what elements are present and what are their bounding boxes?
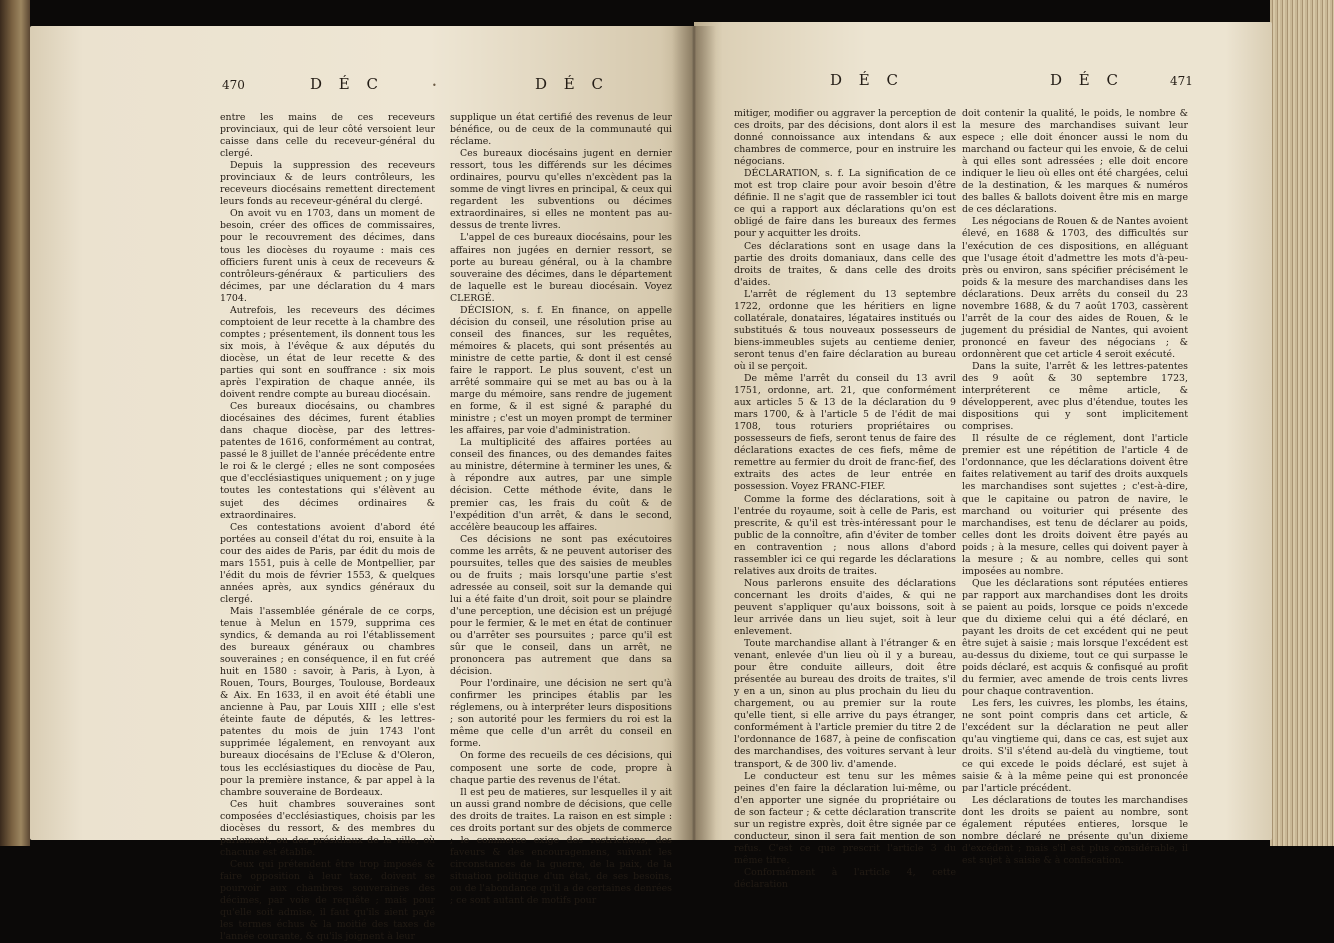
right-running-head-left: D É C	[830, 71, 904, 89]
paragraph: Il est peu de matieres, sur lesquelles il y ait un aussi grand nombre de décisions, que celle des droits de traites. La raison en est simple : ces droits portant sur des objets de commerce ; le commerce exige des restrictions, des faveurs & des encouragemens, suivant les circonstances de la guerre, de la paix, de la situation politique d'un état, de ses besoins, ou de l'abondance qu'il a de certaines denrées ; ce sont autant de motifs pour	[450, 786, 672, 907]
paragraph: Toute marchandise allant à l'étranger & en venant, enlevée d'un lieu où il y a bureau, pour être conduite ailleurs, doit être présentée au bureau des droits de traites, s'il y en a un, sinon au plus prochain du lieu du chargement, ou au premier sur la route qu'elle tient, si elle arrive du pays étranger, conformément à l'article premier du titre 2 de l'ordonnance de 1687, à peine de confiscation des marchandises, des voitures servant à leur transport, & de 300 liv. d'amende.	[734, 638, 956, 770]
paragraph: entre les mains de ces receveurs provinciaux, qui de leur côté versoient leur caisse dans celle du receveur-général du clergé.	[220, 112, 435, 160]
paragraph: Ces bureaux diocésains, ou chambres diocésaines des décimes, furent établies dans chaque diocèse, par des lettres-patentes de 1616, conformément au contrat, passé le 8 juillet de l'année précédente entre le roi & le clergé ; elles ne sont composées que d'ecclésiastiques uniquement ; on y juge toutes les contestations qui s'élèvent au sujet des décimes ordinaires & extraordinaires.	[220, 401, 435, 521]
paragraph: L'appel de ces bureaux diocésains, pour les affaires non jugées en dernier ressort, se porte au bureau général, ou à la chambre souveraine des décimes, dans le département de laquelle est le bureau diocésain. Voyez CLERGÉ.	[450, 232, 672, 304]
right-running-head-right: D É C	[1050, 71, 1124, 89]
paragraph: DÉCISION, s. f. En finance, on appelle décision du conseil, une résolution prise au conseil des finances, sur les requêtes, mémoires & placets, qui sont présentés au ministre de cette partie, & dont il est censé faire le rapport. Le plus souvent, c'est un arrêté sommaire qui se met au bas ou à la marge du mémoire, sans rendre de jugement en forme, & il est signé & paraphé du ministre ; c'est un moyen prompt de terminer les affaires, par voie d'administration.	[450, 304, 672, 437]
ornament: •	[432, 81, 437, 90]
paragraph: Ces bureaux diocésains jugent en dernier ressort, tous les différends sur les décimes ordinaires, pourvu qu'elles n'excèdent pas la somme de vingt livres en principal, & ceux qui regardent les subventions ou décimes extraordinaires, si elles ne montent pas au-dessus de trente livres.	[450, 148, 672, 232]
book-cover-edge-left	[0, 0, 30, 846]
paragraph: Que les déclarations sont réputées entieres par rapport aux marchandises dont les droits se paient au poids, lorsque ce poids n'excede que du dixieme celui qui a été déclaré, en payant les droits de cet excédent qui ne peut être sujet à saisie ; mais lorsque l'excédent est au-dessus du dixieme, tout ce qui surpasse le poids déclaré, est acquis & confisqué au profit du fermier, avec amende de trois cents livres pour chaque contravention.	[962, 577, 1188, 698]
paragraph: Ces contestations avoient d'abord été portées au conseil d'état du roi, ensuite à la cour des aides de Paris, par édit du mois de mars 1551, puis à celle de Montpellier, par l'édit du mois de février 1553, & quelques années après, aux syndics généraux du clergé.	[220, 521, 435, 605]
left-page	[30, 26, 694, 943]
left-column-1	[220, 112, 435, 943]
left-running-head-left: D É C	[310, 75, 384, 93]
paragraph: mitiger, modifier ou aggraver la perception de ces droits, par des décisions, dont alors il est donné connoissance aux intendans & aux chambres de commerce, pour en instruire les négocians.	[734, 108, 956, 168]
paragraph: Il résulte de ce réglement, dont l'article premier est une répétition de l'article 4 de l'ordonnance, que les déclarations doivent être faites relativement au tarif des droits auxquels les marchandises sont sujettes ; c'est-à-dire, que le capitaine ou patron de navire, le marchand ou voiturier qui présente des marchandises, est tenu de déclarer au poids, celles dont les droits doivent être payés au poids ; à la mesure, celles qui doivent payer à la mesure ; & au nombre, celles qui sont imposées au nombre.	[962, 433, 1188, 577]
left-running-head-right: D É C	[535, 75, 609, 93]
paragraph: De même l'arrêt du conseil du 13 avril 1751, ordonne, art. 21, que conformément aux articles 5 & 13 de la déclaration du 9 mars 1700, & à l'article 5 de l'édit de mai 1708, tous roturiers propriétaires ou possesseurs de fiefs, seront tenus de faire des déclarations exactes de ces fiefs, même de remettre au fermier du droit de franc-fief, des extraits des actes de leur entrée en possession. Voyez FRANC-FIEF.	[734, 373, 956, 493]
paragraph: Autrefois, les receveurs des décimes comptoient de leur recette à la chambre des comptes ; présentement, ils donnent tous les six mois, à l'évêque & aux députés du diocèse, un état de leur recette & des parties qui sont en souffrance : six mois après l'expiration de chaque année, ils doivent rendre compte au bureau diocésain.	[220, 304, 435, 401]
paragraph: Conformément à l'article 4, cette déclaration	[734, 866, 956, 890]
paragraph: On forme des recueils de ces décisions, qui composent une sorte de code, propre à chaque partie des revenus de l'état.	[450, 750, 672, 786]
right-page	[694, 22, 1272, 890]
paragraph: DÉCLARATION, s. f. La signification de ce mot est trop claire pour avoir besoin d'être définie. Il ne s'agit que de rassembler ici tout ce qui a rapport aux déclarations qu'on est obligé de faire dans les bureaux des fermes pour y acquitter les droits.	[734, 168, 956, 240]
paragraph: Comme la forme des déclarations, soit à l'entrée du royaume, soit à celle de Paris, est prescrite, & qu'il est très-intéressant pour le public de la connoître, afin d'éviter de tomber en contravention ; nous allons d'abord rassembler ici ce qui regarde les déclarations relatives aux droits de traites.	[734, 493, 956, 577]
paragraph: Depuis la suppression des receveurs provinciaux & de leurs contrôleurs, les receveurs diocésains remettent directement leurs fonds au receveur-général du clergé.	[220, 160, 435, 208]
paragraph: Ces huit chambres souveraines sont composées d'ecclésiastiques, choisis par les diocèses du ressort, & des membres du parlement, ou des présidiaux de la ville, où chacune est établie.	[220, 798, 435, 858]
right-column-1	[734, 108, 956, 891]
paragraph: Les négocians de Rouen & de Nantes avoient élevé, en 1688 & 1703, des difficultés sur l'exécution de ces dispositions, en alléguant que l'usage étoit d'admettre les mots d'à-peu-près ou environ, sans spécifier précisément le poids & la mesure des marchandises dans les déclarations. Deux arrêts du conseil du 23 novembre 1688, & du 7 août 1703, cassèrent l'arrêt de la cour des aides de Rouen, & le jugement du présidial de Nantes, qui avoient prononcé en faveur des négocians ; & ordonnèrent que cet article 4 seroit exécuté.	[962, 216, 1188, 360]
paragraph: Mais l'assemblée générale de ce corps, tenue à Melun en 1579, supprima ces syndics, & demanda au roi l'établissement des bureaux généraux ou chambres souveraines ; en conséquence, il en fut créé huit en 1580 : savoir, à Paris, à Lyon, à Rouen, Tours, Bourges, Toulouse, Bordeaux & Aix. En 1633, il en avoit été établi une ancienne à Pau, par Louis XIII ; elle s'est éteinte faute de députés, & les lettres-patentes du mois de juin 1743 l'ont supprimée légalement, en renvoyant aux bureaux diocésains de l'Ecluse & d'Oleron, tous les ecclésiastiques du diocèse de Pau, pour la première instance, & par appel à la chambre souveraine de Bordeaux.	[220, 605, 435, 798]
right-column-2	[962, 108, 1188, 867]
paragraph: Les déclarations de toutes les marchandises dont les droits se paient au nombre, sont également réputées entieres, lorsque le nombre déclaré ne présente qu'un dixieme d'excédent ; mais s'il est plus considérable, il est sujet à saisie & à confiscation.	[962, 794, 1188, 866]
paragraph: Ces déclarations sont en usage dans la partie des droits domaniaux, dans celle des droits de traites, & dans celle des droits d'aides.	[734, 240, 956, 288]
paragraph: Nous parlerons ensuite des déclarations concernant les droits d'aides, & qui ne peuvent s'appliquer qu'aux boissons, soit à leur arrivée dans un lieu sujet, soit à leur enlevement.	[734, 577, 956, 638]
paragraph: Pour l'ordinaire, une décision ne sert qu'à confirmer les principes établis par les réglemens, ou à interpréter leurs dispositions ; son autorité pour les fermiers du roi est la même que celle d'un arrêt du conseil en forme.	[450, 678, 672, 750]
paragraph: supplique un état certifié des revenus de leur bénéfice, ou de ceux de la communauté qui réclame.	[450, 112, 672, 148]
book-gutter	[672, 26, 716, 840]
paragraph: Ces décisions ne sont pas exécutoires comme les arrêts, & ne peuvent autoriser des poursuites, telles que des saisies de meubles ou de fruits ; mais lorsqu'une partie s'est adressée au conseil, soit sur la demande qui lui a été faite d'un droit, soit pour se plaindre d'une perception, une décision est un préjugé pour le fermier, & le met en état de continuer ou d'arrêter ses poursuites ; parce qu'il est sûr que le conseil, dans un arrêt, ne prononcera pas autrement que dans sa décision.	[450, 533, 672, 678]
right-page-number: 471	[1170, 74, 1193, 88]
paragraph: Les fers, les cuivres, les plombs, les étains, ne sont point compris dans cet article, & l'excédent sur la déclaration ne peut aller qu'au vingtieme qui, dans ce cas, est sujet aux droits. S'il s'étend au-delà du vingtieme, tout ce qui excede le poids déclaré, est sujet à saisie & à la même peine qui est prononcée par l'article précédent.	[962, 698, 1188, 794]
left-page-number: 470	[222, 78, 245, 92]
paragraph: La multiplicité des affaires portées au conseil des finances, ou des demandes faites au ministre, détermine à terminer les unes, & à répondre aux autres, par une simple décision. Cette méthode évite, dans le premier cas, les frais du coût & de l'expédition d'un arrêt, & dans le second, accélère beaucoup les affaires.	[450, 437, 672, 533]
left-column-2	[450, 112, 672, 907]
paragraph: Dans la suite, l'arrêt & les lettres-patentes des 9 août & 30 septembre 1723, interpréterent ce même article, & développerent, avec plus d'étendue, toutes les dispositions qui y sont implicitement comprises.	[962, 360, 1188, 433]
paragraph: Ceux qui prétendent être trop imposés & faire opposition à leur taxe, doivent se pourvoir aux chambres souveraines des décimes, par voie de requête ; mais pour qu'elle soit admise, il faut qu'ils aient payé les termes échus & la moitié des taxes de l'année courante, & qu'ils joignent à leur	[220, 858, 435, 943]
paragraph: doit contenir la qualité, le poids, le nombre & la mesure des marchandises suivant leur espece ; elle doit énoncer aussi le nom du marchand ou facteur qui les envoie, & de celui à qui elles sont adressées ; elle doit encore indiquer le lieu où elles ont été chargées, celui de la destination, & les marques & numéros des balles & ballots doivent être mis en marge de ces déclarations.	[962, 108, 1188, 216]
paragraph: L'arrêt de réglement du 13 septembre 1722, ordonne que les héritiers en ligne collatérale, donataires, légataires institués ou substitués & tous nouveaux possesseurs de biens-immeubles sujets au centieme denier, seront tenus d'en faire déclaration au bureau où il se perçoit.	[734, 288, 956, 372]
paragraph: On avoit vu en 1703, dans un moment de besoin, créer des offices de commissaires, pour le recouvrement des décimes, dans tous les diocèses du royaume : mais ces officiers furent unis à ceux de receveurs & contrôleurs-généraux & particuliers des décimes, par une déclaration du 4 mars 1704.	[220, 208, 435, 304]
paragraph: Le conducteur est tenu sur les mêmes peines d'en faire la déclaration lui-même, ou d'en apporter une signée du propriétaire ou de son facteur ; & cette déclaration transcrite sur un registre exprès, doit être signée par ce conducteur, sinon il sera fait mention de son refus. C'est ce que prescrit l'article 3 du même titre.	[734, 770, 956, 866]
book-page-edges-right	[1270, 0, 1334, 846]
